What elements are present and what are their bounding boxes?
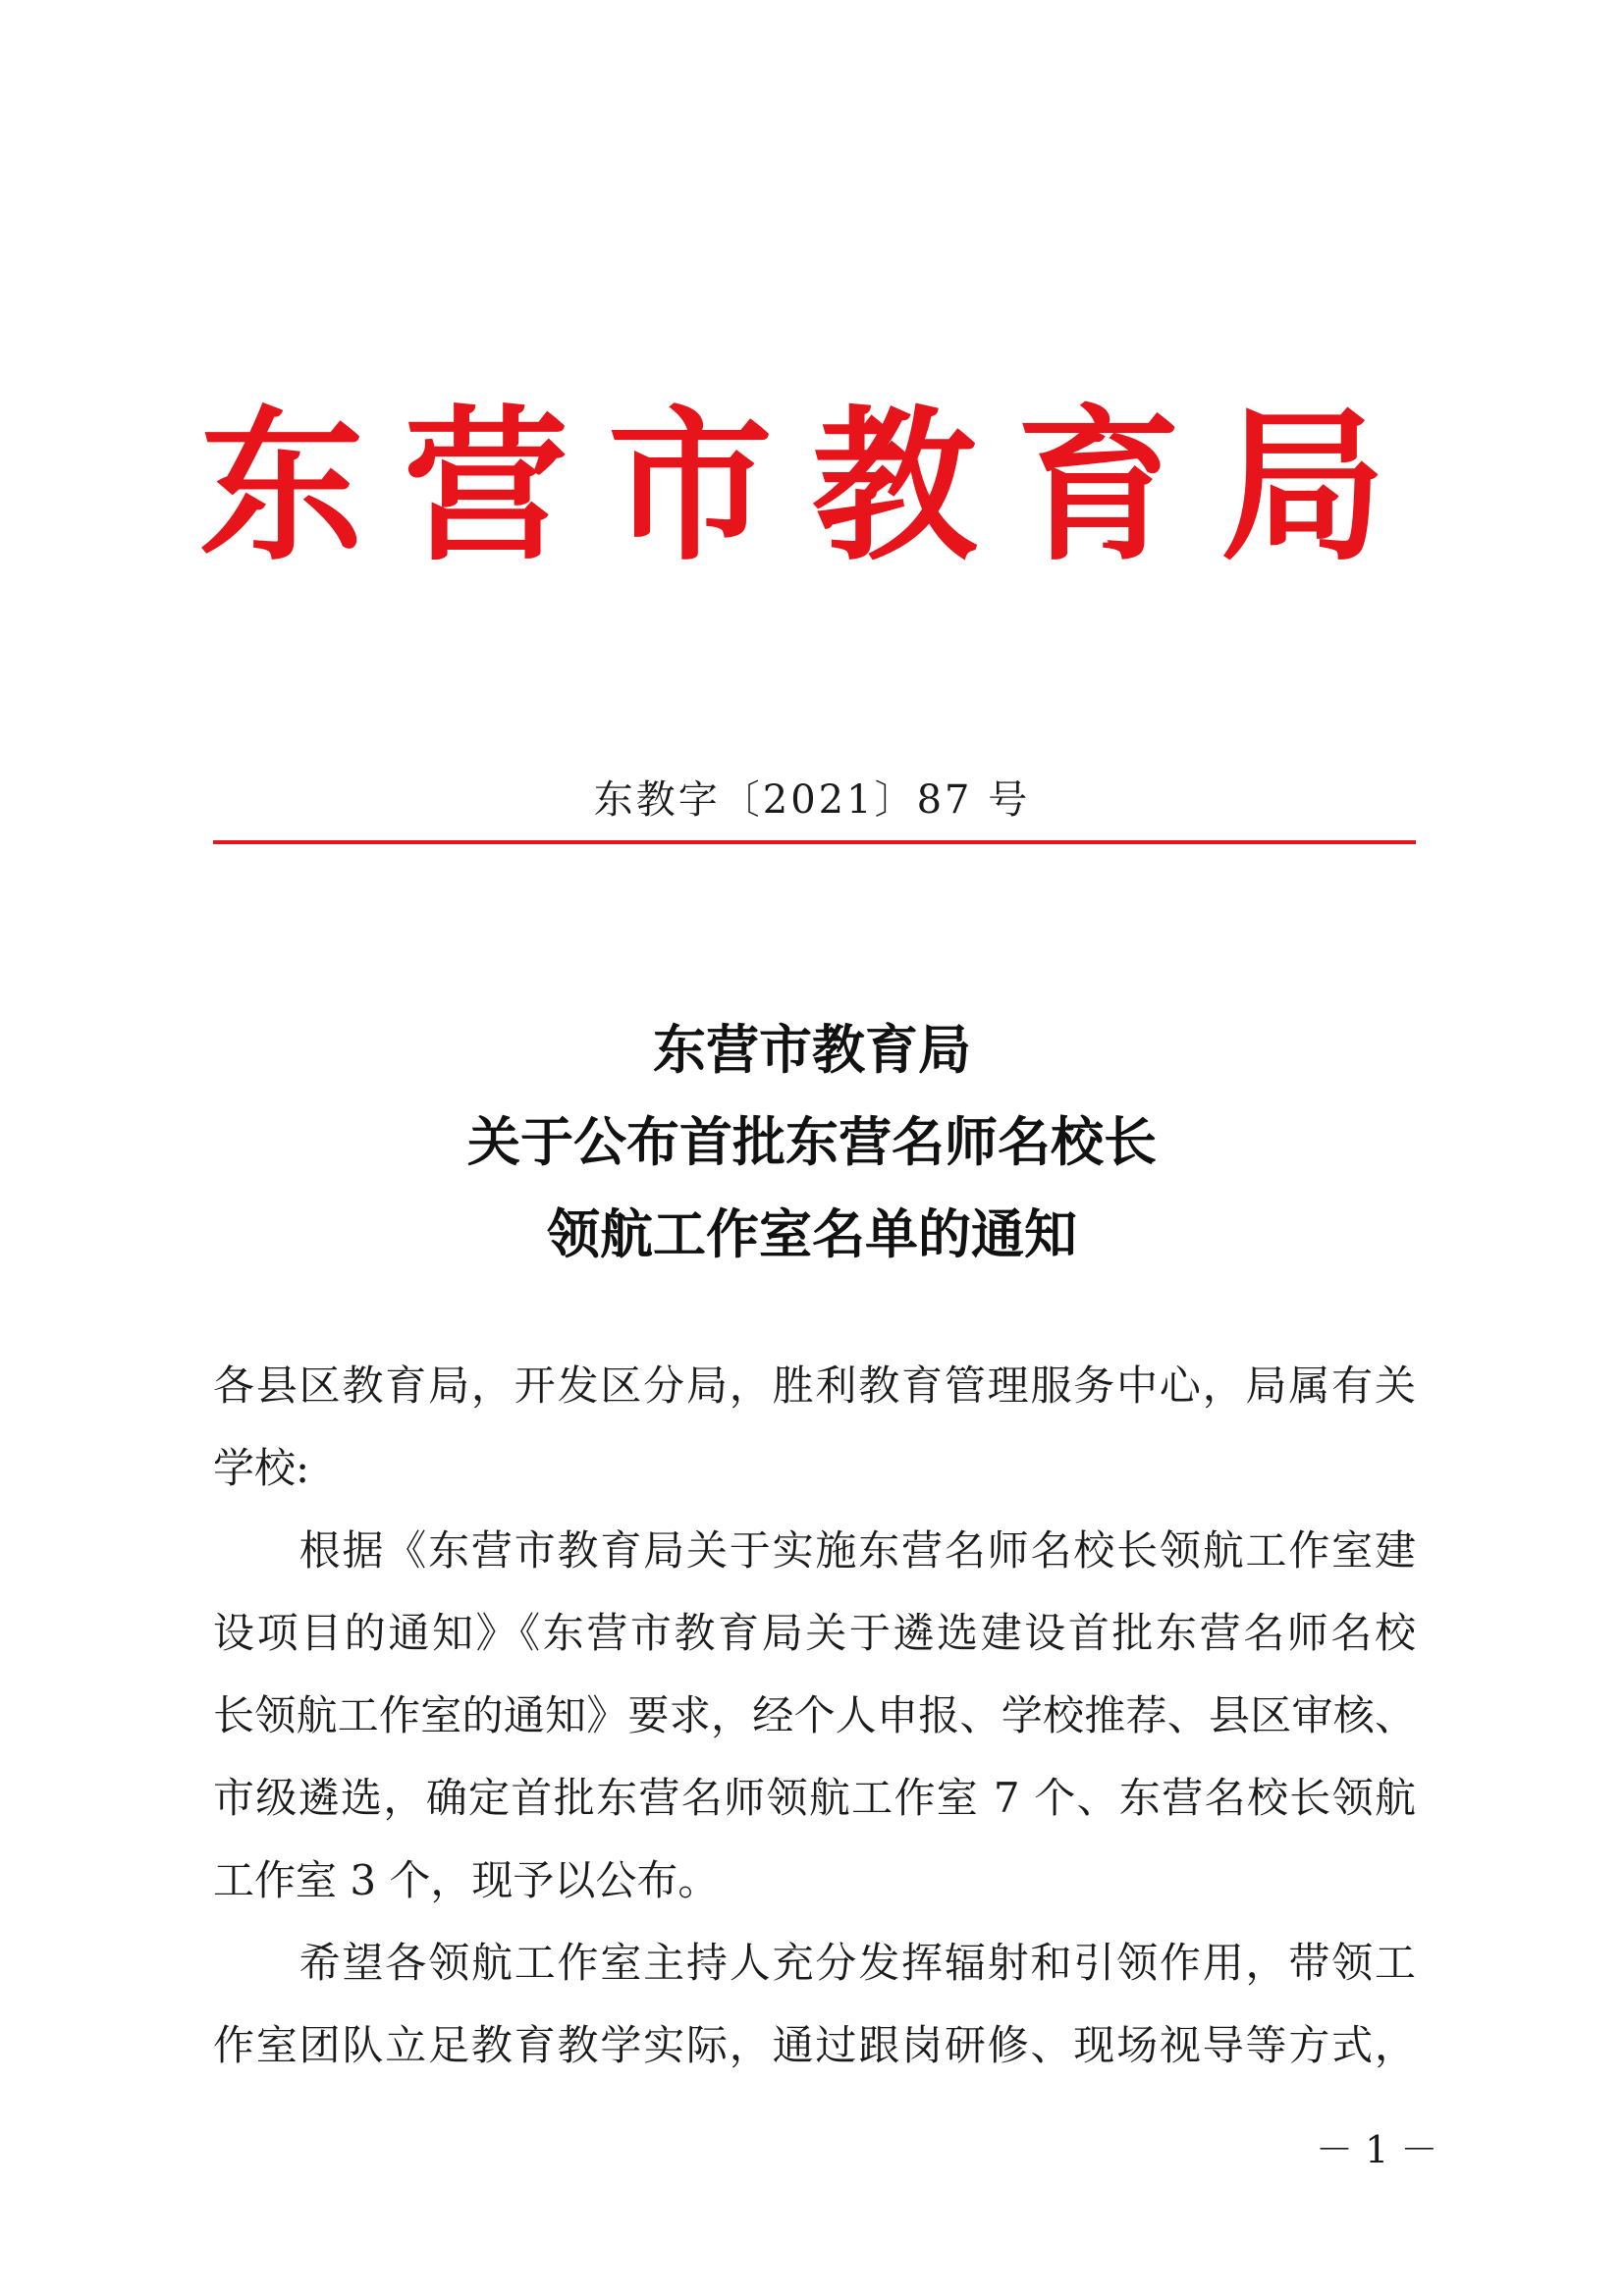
paragraph-1-line-2: 设项目的通知》《东营市教育局关于遴选建设首批东营名师名校 xyxy=(213,1609,1416,1657)
document-number: 东教字〔2021〕87 号 xyxy=(593,777,1031,823)
paragraph-2-line-2: 作室团队立足教育教学实际，通过跟岗研修、现场视导等方式， xyxy=(213,2021,1416,2069)
salutation-line-2: 学校: xyxy=(213,1444,310,1492)
paragraph-1-line-3: 长领航工作室的通知》要求，经个人申报、学校推荐、县区审核、 xyxy=(213,1691,1416,1739)
notice-title xyxy=(0,1003,1624,1280)
title-line-1: 东营市教育局 xyxy=(653,1018,971,1081)
paragraph-1-line-5: 工作室 3 个，现予以公布。 xyxy=(213,1856,720,1904)
paragraph-2-line-1: 希望各领航工作室主持人充分发挥辐射和引领作用，带领工 xyxy=(213,1939,1416,1987)
title-line-2: 关于公布首批东营名师名校长 xyxy=(467,1110,1157,1173)
paragraph-1-line-4: 市级遴选，确定首批东营名师领航工作室 7 个、东营名校长领航 xyxy=(213,1774,1416,1822)
page-number: － 1 － xyxy=(1316,2128,1438,2171)
title-line-3: 领航工作室名单的通知 xyxy=(547,1202,1077,1265)
issuer-masthead: 东营市教育局 xyxy=(199,389,1425,583)
paragraph-1-line-1: 根据《东营市教育局关于实施东营名师名校长领航工作室建 xyxy=(213,1526,1416,1575)
red-divider-line xyxy=(213,840,1416,844)
notice-body xyxy=(213,1345,1416,2087)
salutation-line-1: 各县区教育局，开发区分局，胜利教育管理服务中心，局属有关 xyxy=(213,1362,1416,1410)
